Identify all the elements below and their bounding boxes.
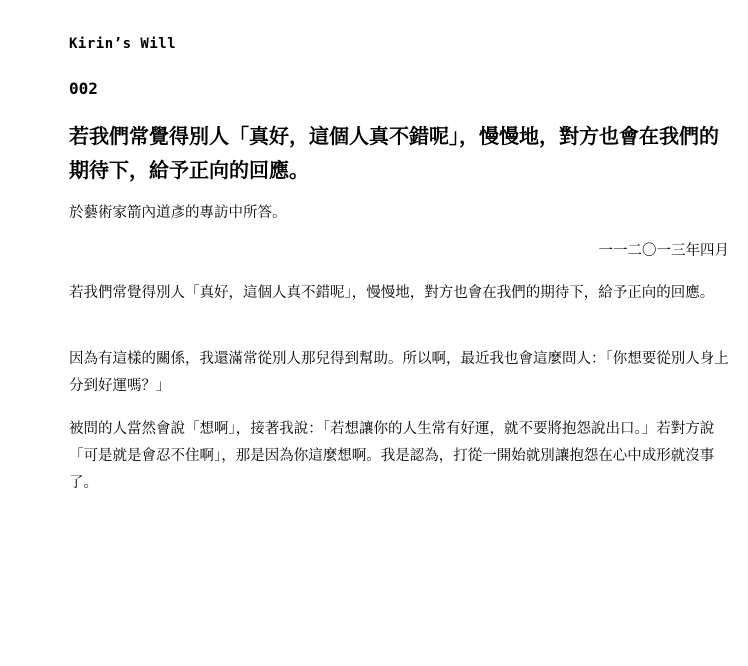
body-paragraph: 被問的人當然會說「想啊」，接著我說：「若想讓你的人生常有好運，就不要將抱怨說出口。」若對方說「可是就是會忍不住啊」，那是因為你這麼想啊。我是認為，打從一開始就別讓抱怨在心中成形就沒事了。 bbox=[69, 421, 715, 491]
body-paragraph: 若我們常覺得別人「真好，這個人真不錯呢」，慢慢地，對方也會在我們的期待下，給予正向的回應。 bbox=[69, 285, 715, 301]
headline-quote: 若我們常覺得別人「真好，這個人真不錯呢」，慢慢地，對方也會在我們的期待下，給予正向的回應。 bbox=[69, 124, 719, 182]
body-paragraph: 因為有這樣的關係，我還滿常從別人那兒得到幫助。所以啊，最近我也會這麼問人：「你想要從別人身上分到好運嗎？」 bbox=[69, 351, 729, 394]
entry-number: 002 bbox=[69, 79, 98, 98]
source-note: 於藝術家箭內道彥的專訪中所答。 bbox=[69, 205, 287, 221]
date-line: 一一二〇一三年四月 bbox=[598, 243, 729, 259]
series-title: Kirin’s Will bbox=[69, 36, 177, 52]
